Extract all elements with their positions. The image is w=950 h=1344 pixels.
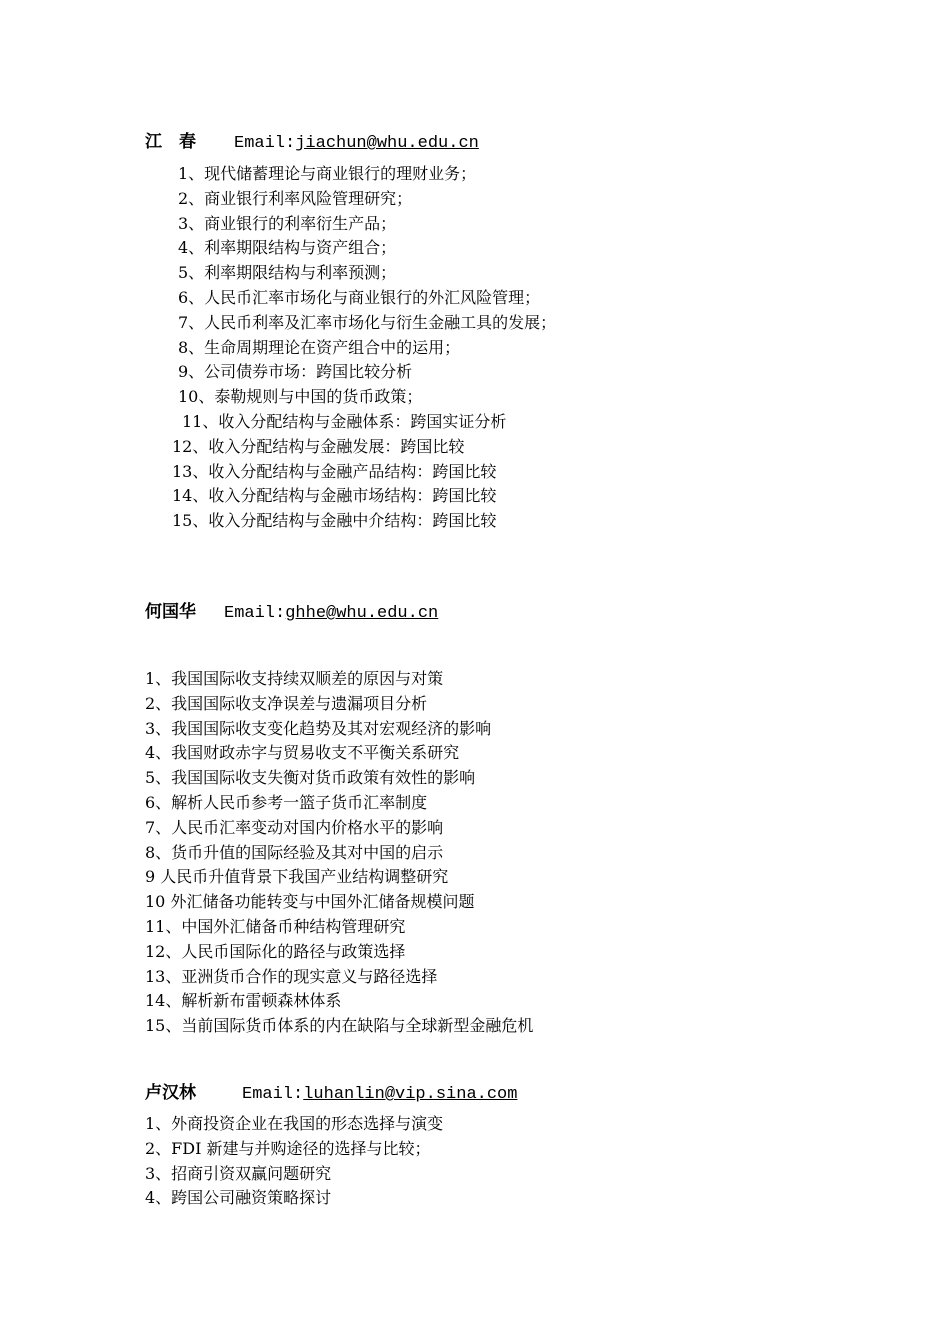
list-item: 2、FDI 新建与并购途径的选择与比较； [145, 1138, 431, 1158]
list-item: 10 外汇储备功能转变与中国外汇储备规模问题 [145, 892, 475, 912]
list-item: 11、收入分配结构与金融体系：跨国实证分析 [182, 411, 507, 431]
email-link[interactable]: jiachun@whu.edu.cn [295, 134, 479, 153]
email-label: Email: [224, 604, 286, 623]
section-header-he-guohua [145, 597, 438, 623]
list-item: 6、解析人民币参考一篮子货币汇率制度 [145, 792, 428, 812]
author-name: 何国华 [145, 602, 196, 622]
list-item: 3、商业银行的利率衍生产品； [178, 213, 397, 233]
list-item: 12、人民币国际化的路径与政策选择 [145, 941, 406, 961]
section-header-jiang-chun [145, 127, 479, 153]
list-item: 14、解析新布雷顿森林体系 [145, 991, 342, 1011]
list-item: 2、我国国际收支净误差与遗漏项目分析 [145, 693, 428, 713]
list-item: 1、我国国际收支持续双顺差的原因与对策 [145, 669, 444, 688]
list-item: 9 人民币升值背景下我国产业结构调整研究 [145, 867, 449, 887]
author-name: 卢汉林 [145, 1083, 196, 1103]
section-header-lu-hanlin [145, 1078, 517, 1104]
list-item: 13、收入分配结构与金融产品结构：跨国比较 [172, 461, 497, 481]
topic-list-jiang-chun [172, 162, 557, 534]
list-item: 4、我国财政赤字与贸易收支不平衡关系研究 [145, 743, 460, 763]
list-item: 15、收入分配结构与金融中介结构：跨国比较 [172, 511, 497, 531]
list-item: 4、跨国公司融资策略探讨 [145, 1188, 332, 1208]
list-item: 6、人民币汇率市场化与商业银行的外汇风险管理； [178, 287, 541, 307]
list-item: 15、当前国际货币体系的内在缺陷与全球新型金融危机 [145, 1016, 534, 1036]
list-item: 10、泰勒规则与中国的货币政策； [178, 387, 423, 407]
list-item: 1、现代储蓄理论与商业银行的理财业务； [178, 164, 477, 183]
email-label: Email: [234, 134, 296, 153]
list-item: 1、外商投资企业在我国的形态选择与演变 [145, 1114, 444, 1133]
email-link[interactable]: luhanlin@vip.sina.com [303, 1085, 518, 1104]
list-item: 14、收入分配结构与金融市场结构：跨国比较 [172, 486, 497, 506]
email-link[interactable]: ghhe@whu.edu.cn [285, 604, 439, 623]
list-item: 11、中国外汇储备币种结构管理研究 [145, 916, 406, 936]
list-item: 9、公司债券市场：跨国比较分析 [178, 362, 413, 382]
author-name: 江 春 [145, 132, 196, 152]
list-item: 12、收入分配结构与金融发展：跨国比较 [172, 436, 465, 456]
list-item: 5、我国国际收支失衡对货币政策有效性的影响 [145, 768, 476, 788]
list-item: 3、招商引资双赢问题研究 [145, 1163, 332, 1183]
topic-list-he-guohua [145, 667, 533, 1039]
list-item: 7、人民币汇率变动对国内价格水平的影响 [145, 817, 444, 837]
email-label: Email: [242, 1085, 304, 1104]
list-item: 5、利率期限结构与利率预测； [178, 263, 397, 283]
list-item: 13、亚洲货币合作的现实意义与路径选择 [145, 966, 438, 986]
list-item: 8、货币升值的国际经验及其对中国的启示 [145, 842, 444, 862]
list-item: 4、利率期限结构与资产组合； [178, 238, 397, 258]
list-item: 2、商业银行利率风险管理研究； [178, 188, 413, 208]
list-item: 3、我国国际收支变化趋势及其对宏观经济的影响 [145, 718, 492, 738]
topic-list-lu-hanlin [145, 1112, 443, 1211]
list-item: 8、生命周期理论在资产组合中的运用； [178, 337, 461, 357]
list-item: 7、人民币利率及汇率市场化与衍生金融工具的发展； [178, 312, 557, 332]
